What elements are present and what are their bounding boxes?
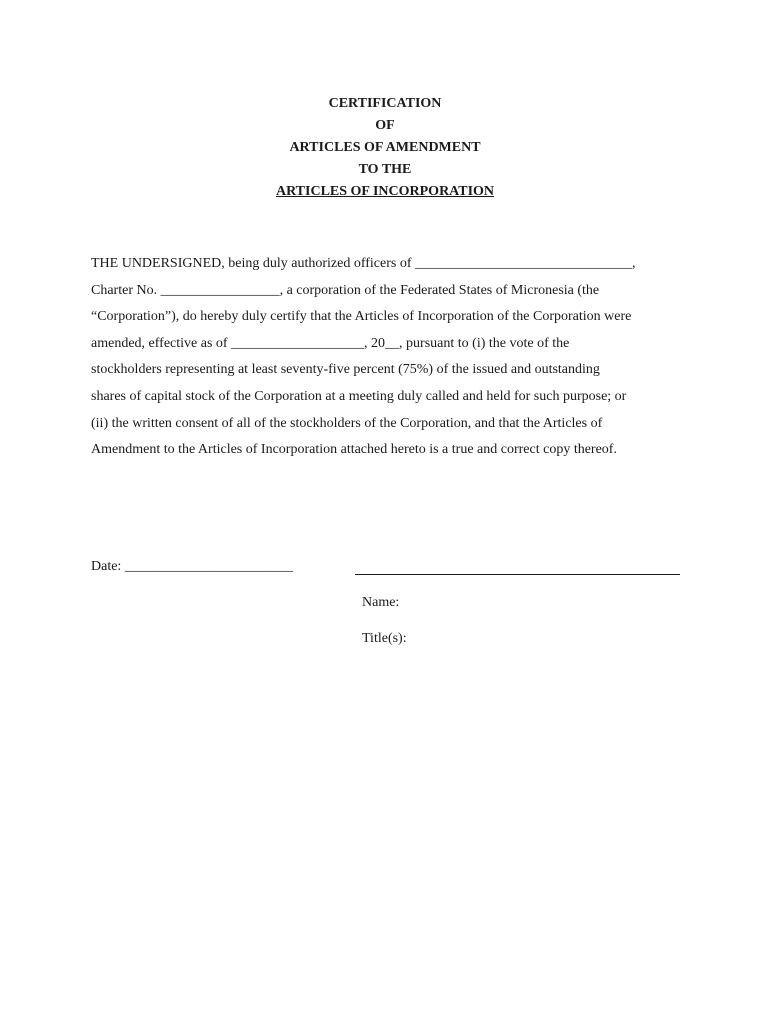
document-title — [0, 93, 770, 203]
paragraph-line: shares of capital stock of the Corporation at a meeting duly called and held for such purpose; or — [91, 388, 627, 404]
title-line-to-the: TO THE — [358, 162, 412, 177]
title-line-of: OF — [375, 118, 395, 133]
paragraph-line: “Corporation”), do hereby duly certify that the Articles of Incorporation of the Corporation were — [91, 309, 632, 325]
paragraph-line: (ii) the written consent of all of the stockholders of the Corporation, and that the Articles of — [91, 415, 603, 431]
title-label: Title(s): — [362, 631, 407, 646]
title-line-articles-of-incorporation: ARTICLES OF INCORPORATION — [275, 184, 495, 199]
paragraph-line: amended, effective as of ___________________, 20__, pursuant to (i) the vote of the — [91, 335, 570, 351]
name-label: Name: — [362, 595, 400, 610]
paragraph-line: THE UNDERSIGNED, being duly authorized officers of _______________________________, — [91, 256, 636, 271]
date-field: Date: ________________________ — [91, 559, 293, 574]
title-line-certification: CERTIFICATION — [328, 96, 442, 111]
certification-paragraph — [91, 251, 683, 464]
paragraph-line: Charter No. _________________, a corporation of the Federated States of Micronesia (the — [91, 282, 600, 298]
paragraph-line: Amendment to the Articles of Incorporation attached hereto is a true and correct copy thereof. — [91, 442, 617, 458]
paragraph-line: stockholders representing at least seventy-five percent (75%) of the issued and outstanding — [91, 362, 600, 378]
title-line-articles-of-amendment: ARTICLES OF AMENDMENT — [289, 140, 481, 155]
signature-line — [355, 574, 680, 575]
